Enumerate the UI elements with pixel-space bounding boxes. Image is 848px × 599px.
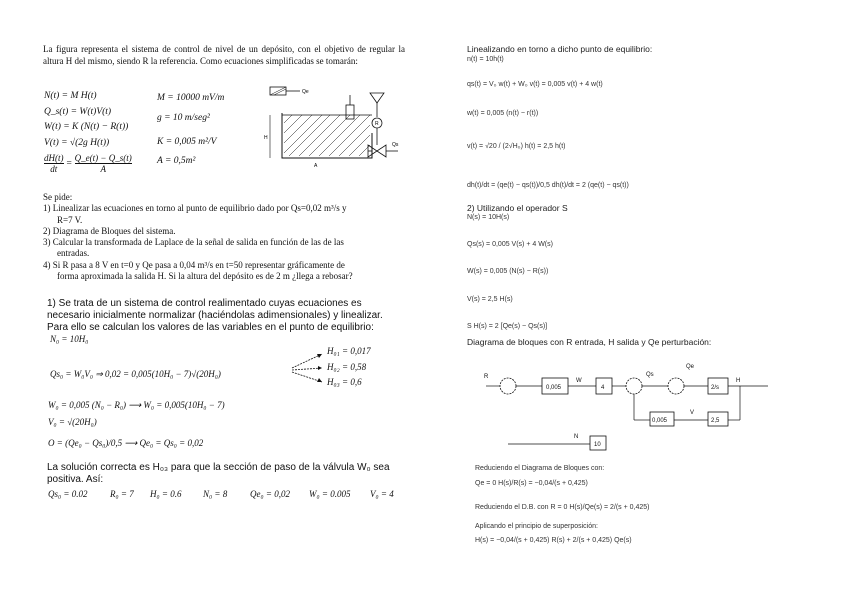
constant-a: A = 0,5m² xyxy=(157,156,196,166)
dh-denominator: dt xyxy=(50,164,58,174)
block-diagram xyxy=(478,362,778,457)
constant-k: K = 0,005 m²/V xyxy=(157,137,217,147)
h-label: H xyxy=(264,135,268,141)
hand-eq-qe0: O = (Qe₀ − Qs₀)/0,5 ⟶ Qe₀ = Qs₀ = 0,02 xyxy=(48,438,204,448)
right-eq-w: w(t) = 0,005 (n(t) − r(t)) xyxy=(467,110,539,117)
right-eq-qs: qs(t) = V₀ w(t) + W₀ v(t) = 0,005 v(t) + 4 w(t) xyxy=(467,81,603,88)
value-w0: W₀ = 0.005 xyxy=(309,489,351,499)
tank-diagram xyxy=(262,83,412,178)
right-eq-dh: dh(t)/dt = (qe(t) − qs(t))/0,5 dh(t)/dt = 2 (qe(t) − qs(t)) xyxy=(467,182,629,189)
hand-opt-1: H₀₁ = 0,017 xyxy=(327,346,371,356)
hand-eq-qs0: Qs₀ = W₀V₀ ⇒ 0,02 = 0,005(10H₀ − 7)√(20H₀) xyxy=(50,369,221,379)
solution-arrows xyxy=(288,348,328,388)
bd-sum-1 xyxy=(500,378,516,394)
solution-intro: 1) Se trata de un sistema de control realimentado cuyas ecuaciones es necesario inicialmente normalizar (haciéndolas adimensionales) y linealizar. Para ello se calculan los valores de las variables en el punto de equilibrio: xyxy=(47,298,383,333)
bd-v-label: V xyxy=(690,410,695,416)
right-eq-v: v(t) = √20 / (2√H₀) h(t) = 2,5 h(t) xyxy=(467,143,566,150)
equation-qs: Q_s(t) = W(t)V(t) xyxy=(44,107,112,117)
bd-qs-label: Qs xyxy=(646,372,654,378)
bd-w-label: W xyxy=(576,378,582,384)
question-1-cont: R=7 V. xyxy=(57,214,83,225)
right-tf-qe: Reduciendo el D.B. con R = 0 H(s)/Qe(s) = 2/(s + 0,425) xyxy=(475,504,650,511)
hand-eq-n0: N₀ = 10H₀ xyxy=(50,334,89,344)
equation-dh: $\frac{dH(t)}{dt}$ = $\frac{Q\_e(t) - Q\_s(t)}{A}$ xyxy=(44,153,132,174)
solution-conclusion: La solución correcta es H₀₃ para que la sección de paso de la válvula W₀ sea positiva. Así: xyxy=(47,462,390,485)
bd-block-0-005-label: 0,005 xyxy=(652,418,668,424)
intro-paragraph: La figura representa el sistema de control de nivel de un depósito, con el objetivo de regular la altura H del mismo, siendo R la referencia. Como ecuaciones simplificadas se tomarán: xyxy=(43,44,405,66)
right-eq-vs: V(s) = 2,5 H(s) xyxy=(467,296,513,303)
bd-h-label: H xyxy=(736,378,741,384)
constant-m: M = 10000 mV/m xyxy=(157,93,225,103)
right-eq-sh: S H(s) = 2 [Qe(s) − Qs(s)] xyxy=(467,323,548,330)
equation-n: N(t) = M H(t) xyxy=(44,91,97,101)
value-h0: H₀ = 0.6 xyxy=(150,489,182,499)
right-superposition-title: Aplicando el principio de superposición: xyxy=(475,523,598,530)
value-n0: N₀ = 8 xyxy=(203,489,228,499)
dh-numerator: dH(t) xyxy=(44,153,64,163)
right-eq-ns: N(s) = 10H(s) xyxy=(467,214,510,221)
bd-block-4-label: 4 xyxy=(601,385,605,391)
value-qs0: Qs₀ = 0.02 xyxy=(48,489,88,499)
right-tf-r: Qe = 0 H(s)/R(s) = −0,04/(s + 0,425) xyxy=(475,480,588,487)
right-operator-title: 2) Utilizando el operador S xyxy=(467,203,568,213)
constant-g: g = 10 m/seg² xyxy=(157,113,210,123)
bd-block-gain-w-label: 0,005 xyxy=(546,385,562,391)
question-2: 2) Diagrama de Bloques del sistema. xyxy=(43,225,176,236)
right-reduce-title: Reduciendo el Diagrama de Bloques con: xyxy=(475,465,605,472)
right-block-title: Diagrama de bloques con R entrada, H salida y Qe perturbación: xyxy=(467,337,712,347)
questions-title: Se pide: xyxy=(43,192,73,202)
flow-denominator: A xyxy=(100,164,106,174)
value-r0: R₀ = 7 xyxy=(110,489,134,499)
question-4: 4) Si R pasa a 8 V en t=0 y Qe pasa a 0,04 m³/s en t=50 representar gráficamente de xyxy=(43,259,345,270)
right-eq-ws: W(s) = 0,005 (N(s) − R(s)) xyxy=(467,268,549,275)
hand-opt-2: H₀₂ = 0,58 xyxy=(327,362,367,372)
questions-list xyxy=(43,192,405,282)
question-3-cont: entradas. xyxy=(57,248,90,259)
right-linearize-title: Linealizando en torno a dicho punto de equilibrio: xyxy=(467,44,653,54)
bd-block-10-label: 10 xyxy=(594,442,601,448)
right-eq-qss: Qs(s) = 0,005 V(s) + 4 W(s) xyxy=(467,241,553,248)
right-eq-n: n(t) = 10h(t) xyxy=(467,56,504,63)
hand-eq-w0: W₀ = 0,005 (N₀ − R₀) ⟶ W₀ = 0,005(10H₀ − 7) xyxy=(48,400,225,410)
qe-label: Qe xyxy=(302,89,309,95)
bd-block-2-5-label: 2,5 xyxy=(711,418,720,424)
bd-block-integrator-label: 2/s xyxy=(711,385,720,391)
right-final-eq: H(s) = −0,04/(s + 0,425) R(s) + 2/(s + 0,425) Qe(s) xyxy=(475,537,632,544)
value-v0: V₀ = 4 xyxy=(370,489,394,499)
equation-v: V(t) = √(2g H(t)) xyxy=(44,138,110,148)
equation-w: W(t) = K (N(t) − R(t)) xyxy=(44,122,129,132)
bd-r-label: R xyxy=(484,374,489,380)
hand-eq-v0: V₀ = √(20H₀) xyxy=(48,417,97,427)
bd-qe-label: Qe xyxy=(686,364,695,370)
question-4-cont: forma aproximada la salida H. Si la altura del depósito es de 2 m ¿llega a rebosar? xyxy=(57,271,353,282)
r-label: R xyxy=(375,121,379,127)
bd-n-label: N xyxy=(574,434,579,440)
question-3: 3) Calcular la transformada de Laplace de la señal de salida en función de las de las xyxy=(43,237,344,248)
qs-label: Qs xyxy=(392,142,399,148)
bd-sum-3 xyxy=(668,378,684,394)
bd-sum-2 xyxy=(626,378,642,394)
a-label: A xyxy=(314,163,318,169)
value-qe0: Qe₀ = 0,02 xyxy=(250,489,290,499)
hand-opt-3: H₀₃ = 0,6 xyxy=(327,377,362,387)
question-1: 1) Linealizar las ecuaciones en torno al punto de equilibrio dado por Qs=0,02 m³/s y xyxy=(43,203,347,214)
flow-numerator: Q_e(t) − Q_s(t) xyxy=(74,153,132,163)
